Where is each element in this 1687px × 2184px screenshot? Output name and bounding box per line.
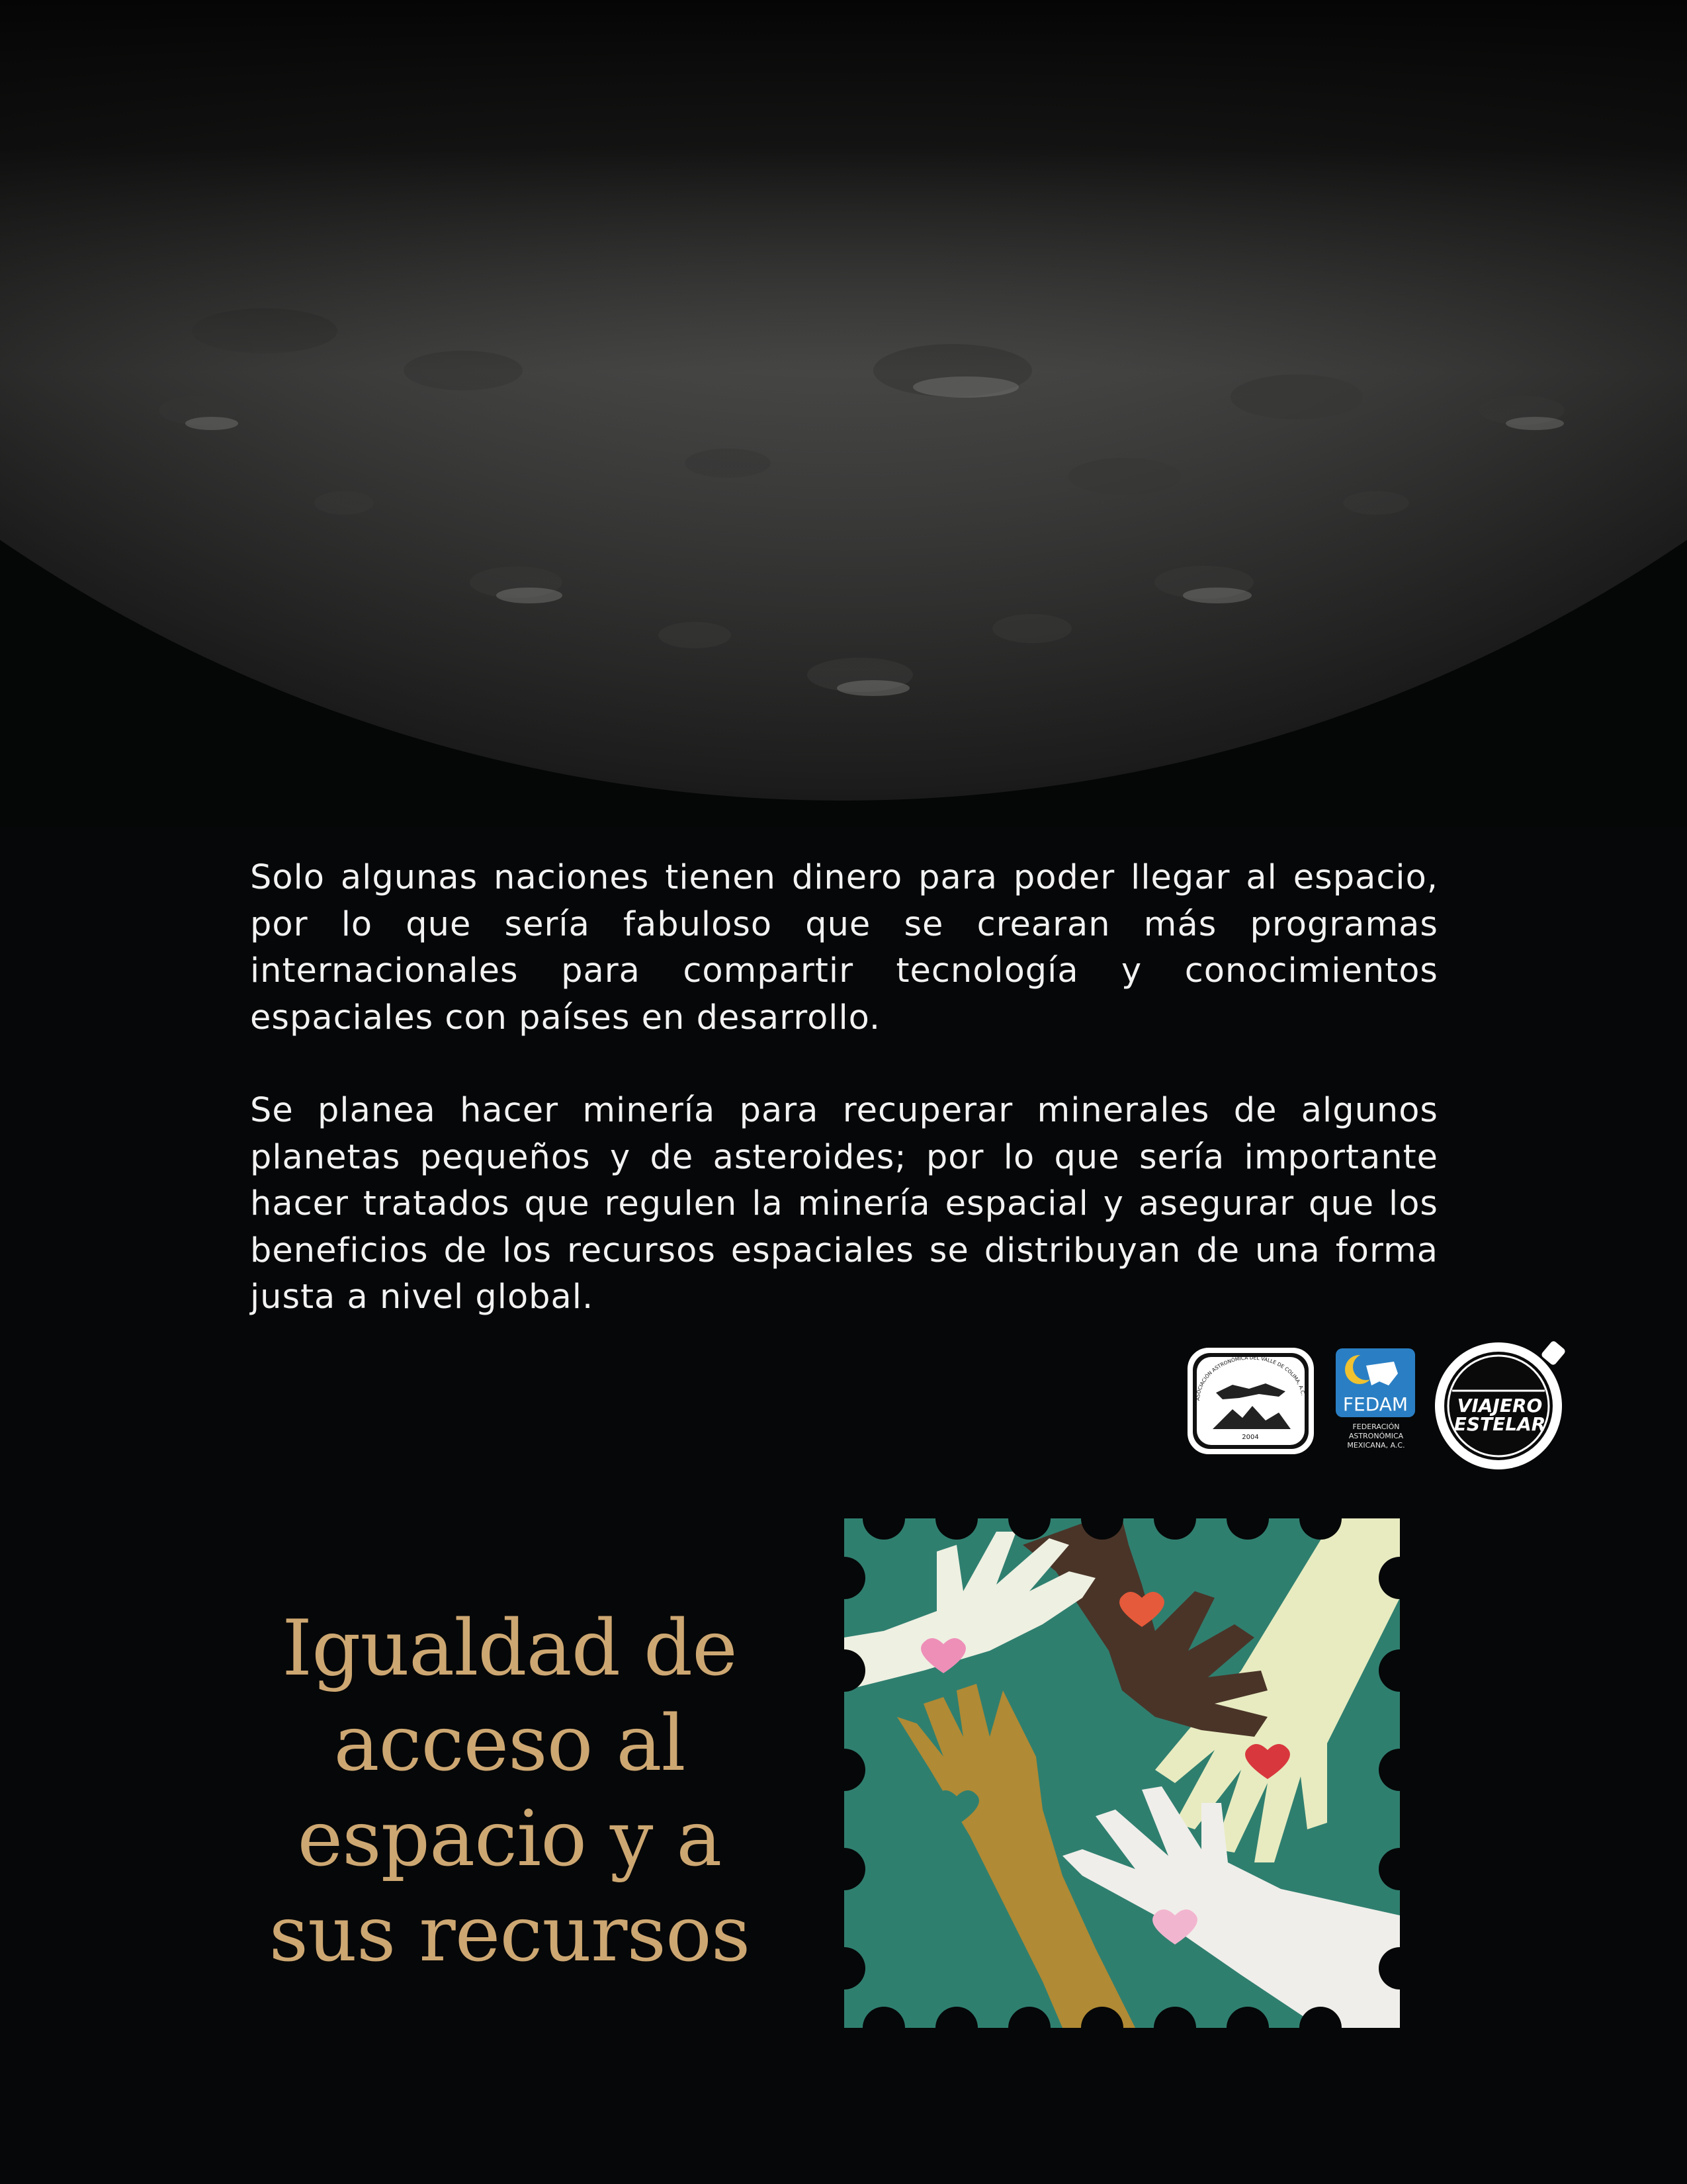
moon-surface-image [0,0,1687,827]
body-paragraph-2: Se planea hacer minería para recuperar minerales de algunos planetas pequeños y de asteroides; por lo que sería importante hacer tratados que regulen la minería espacial y asegurar que los beneficios de los recursos espaciales se distribuyan de una forma justa a nivel global. [250,1091,1438,1317]
avc-year: 2004 [1242,1434,1259,1441]
fedam-caption-line-2: ASTRONÓMICA [1348,1432,1404,1440]
body-paragraph-1: Solo algunas naciones tienen dinero para poder llegar al espacio, por lo que sería fabuloso que se crearan más programas internacionales para compartir tecnología y conocimientos espaciales con países en desarrollo. [250,858,1438,1037]
title-line-3: espacio y a [297,1794,722,1884]
viajero-line-2: ESTELAR [1453,1413,1546,1435]
page-title [238,1601,781,1982]
viajero-estelar-logo [1432,1330,1575,1472]
avc-ring-text: ASOCIACIÓN ASTRONÓMICA DEL VALLE DE COLIMA, A.C. [1194,1354,1307,1401]
hands-stamp-illustration [844,1518,1400,2028]
title-line-2: acceso al [333,1699,685,1788]
fedam-caption-line-3: MEXICANA, A.C. [1347,1441,1405,1450]
viajero-line-1: VIAJERO [1457,1395,1543,1417]
title-line-1: Igualdad de [282,1604,737,1693]
fedam-badge-text: FEDAM [1342,1393,1408,1415]
fedam-logo [1333,1347,1419,1453]
fedam-caption-line-1: FEDERACIÓN [1352,1422,1400,1431]
avc-logo [1186,1346,1315,1456]
title-line-4: sus recursos [269,1890,750,1979]
